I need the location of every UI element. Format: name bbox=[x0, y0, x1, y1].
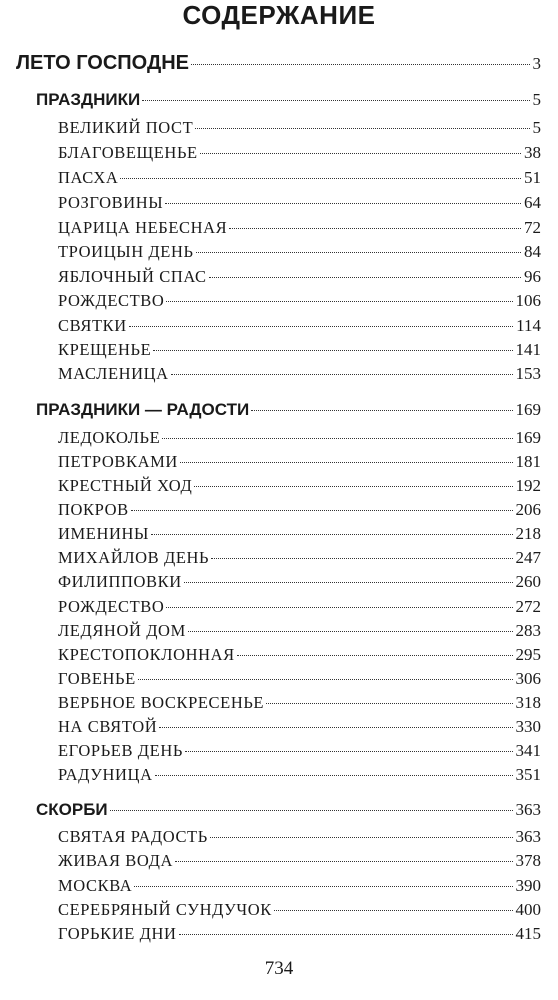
dot-leader bbox=[274, 910, 513, 911]
toc-entry-page: 415 bbox=[515, 924, 541, 943]
dot-leader bbox=[129, 326, 513, 327]
dot-leader bbox=[138, 679, 513, 680]
toc-entry-page: 5 bbox=[532, 90, 541, 109]
toc-entry-page: 260 bbox=[515, 572, 541, 591]
toc-entry-page: 378 bbox=[515, 851, 541, 870]
toc-entry-title: МИХАЙЛОВ ДЕНЬ bbox=[58, 548, 210, 567]
toc-entry bbox=[58, 851, 541, 871]
dot-leader bbox=[185, 751, 513, 752]
toc-entry-page: 247 bbox=[515, 548, 541, 567]
toc-entry-title: СВЯТКИ bbox=[58, 316, 127, 335]
toc-entry-title: ГОРЬКИЕ ДНИ bbox=[58, 924, 177, 943]
toc-entry-page: 181 bbox=[515, 452, 541, 471]
toc-entry-title: ВЕРБНОЕ ВОСКРЕСЕНЬЕ bbox=[58, 693, 265, 712]
toc-entry bbox=[58, 242, 541, 262]
dot-leader bbox=[110, 810, 513, 811]
toc-entry-page: 363 bbox=[515, 800, 541, 819]
toc-section-heading bbox=[36, 90, 541, 110]
toc-entry-title: ЦАРИЦА НЕБЕСНАЯ bbox=[58, 218, 228, 237]
dot-leader bbox=[151, 534, 512, 535]
toc-entry-title: НА СВЯТОЙ bbox=[58, 717, 158, 736]
dot-leader bbox=[120, 178, 521, 179]
toc-entry-title: МАСЛЕНИЦА bbox=[58, 364, 169, 383]
toc-entry-page: 400 bbox=[515, 900, 541, 919]
toc-entry-page: 341 bbox=[515, 741, 541, 760]
toc-entry-page: 283 bbox=[515, 621, 541, 640]
toc-entry-title: ФИЛИППОВКИ bbox=[58, 572, 182, 591]
toc-entry bbox=[58, 476, 541, 496]
toc-entry-page: 84 bbox=[524, 242, 541, 261]
dot-leader bbox=[229, 228, 521, 229]
toc-entry bbox=[58, 924, 541, 944]
dot-leader bbox=[166, 301, 512, 302]
dot-leader bbox=[194, 486, 512, 487]
dot-leader bbox=[155, 775, 513, 776]
toc-entry-title: РОЗГОВИНЫ bbox=[58, 193, 164, 212]
dot-leader bbox=[166, 607, 512, 608]
toc-entry-page: 169 bbox=[515, 428, 541, 447]
toc-entry-title: ЕГОРЬЕВ ДЕНЬ bbox=[58, 741, 183, 760]
dot-leader bbox=[237, 655, 513, 656]
dot-leader bbox=[142, 100, 529, 101]
toc-entry bbox=[58, 876, 541, 896]
toc-entry-page: 318 bbox=[515, 693, 541, 712]
dot-leader bbox=[180, 462, 513, 463]
toc-entry bbox=[58, 267, 541, 287]
toc-entry-title: КРЕЩЕНЬЕ bbox=[58, 340, 152, 359]
dot-leader bbox=[195, 128, 529, 129]
dot-leader bbox=[209, 277, 521, 278]
toc-entry-title: ПОКРОВ bbox=[58, 500, 129, 519]
toc-entry bbox=[58, 452, 541, 472]
toc-entry-page: 272 bbox=[515, 597, 541, 616]
dot-leader bbox=[266, 703, 512, 704]
toc-entry-page: 38 bbox=[524, 143, 541, 162]
dot-leader bbox=[134, 886, 512, 887]
toc-entry bbox=[58, 548, 541, 568]
toc-entry-page: 295 bbox=[515, 645, 541, 664]
toc-section-heading bbox=[16, 52, 541, 75]
toc-entry-page: 72 bbox=[524, 218, 541, 237]
toc-entry-page: 106 bbox=[515, 291, 541, 310]
toc-entry bbox=[58, 291, 541, 311]
dot-leader bbox=[162, 438, 512, 439]
toc-entry bbox=[58, 118, 541, 138]
dot-leader bbox=[210, 837, 513, 838]
toc-entry bbox=[58, 900, 541, 920]
toc-entry-title: ПРАЗДНИКИ bbox=[36, 90, 141, 109]
toc-entry-page: 192 bbox=[515, 476, 541, 495]
dot-leader bbox=[179, 934, 513, 935]
toc-entry bbox=[58, 218, 541, 238]
toc-entry bbox=[58, 621, 541, 641]
toc-entry-title: ЯБЛОЧНЫЙ СПАС bbox=[58, 267, 207, 286]
dot-leader bbox=[211, 558, 512, 559]
toc-entry-page: 51 bbox=[524, 168, 541, 187]
toc-entry-title: РОЖДЕСТВО bbox=[58, 291, 165, 310]
toc-entry bbox=[58, 500, 541, 520]
dot-leader bbox=[196, 252, 521, 253]
toc-section-heading bbox=[36, 400, 541, 420]
toc-entry-title: КРЕСТНЫЙ ХОД bbox=[58, 476, 193, 495]
toc-entry-title: СВЯТАЯ РАДОСТЬ bbox=[58, 827, 208, 846]
toc-entry-title: ИМЕНИНЫ bbox=[58, 524, 150, 543]
dot-leader bbox=[251, 410, 512, 411]
toc-section-heading bbox=[36, 800, 541, 820]
dot-leader bbox=[188, 631, 513, 632]
toc-entry-page: 3 bbox=[532, 54, 541, 73]
toc-entry-page: 114 bbox=[516, 316, 541, 335]
toc-entry bbox=[58, 572, 541, 592]
toc-entry-page: 96 bbox=[524, 267, 541, 286]
toc-entry-title: ПАСХА bbox=[58, 168, 119, 187]
toc-entry bbox=[58, 645, 541, 665]
dot-leader bbox=[131, 510, 513, 511]
dot-leader bbox=[184, 582, 513, 583]
dot-leader bbox=[159, 727, 512, 728]
toc-entry bbox=[58, 428, 541, 448]
toc-entry-title: ЛЕТО ГОСПОДНЕ bbox=[16, 52, 189, 74]
toc-entry bbox=[58, 693, 541, 713]
toc-entry bbox=[58, 340, 541, 360]
toc-entry-page: 306 bbox=[515, 669, 541, 688]
toc-entry-title: РАДУНИЦА bbox=[58, 765, 153, 784]
toc-entry bbox=[58, 717, 541, 737]
toc-entry-page: 64 bbox=[524, 193, 541, 212]
dot-leader bbox=[153, 350, 512, 351]
toc-entry-page: 390 bbox=[515, 876, 541, 895]
toc-entry bbox=[58, 524, 541, 544]
toc-entry bbox=[58, 741, 541, 761]
toc-entry-title: ПЕТРОВКАМИ bbox=[58, 452, 178, 471]
toc-entry-title: РОЖДЕСТВО bbox=[58, 597, 165, 616]
toc-entry-title: КРЕСТОПОКЛОННАЯ bbox=[58, 645, 235, 664]
toc-entry-page: 330 bbox=[515, 717, 541, 736]
toc-entry bbox=[58, 765, 541, 785]
dot-leader bbox=[200, 153, 521, 154]
toc-entry-page: 206 bbox=[515, 500, 541, 519]
toc-entry bbox=[58, 316, 541, 336]
toc-entry bbox=[58, 597, 541, 617]
dot-leader bbox=[171, 374, 513, 375]
toc-entry-title: МОСКВА bbox=[58, 876, 133, 895]
page-number: 734 bbox=[264, 958, 294, 979]
toc-entry-title: ЛЕДОКОЛЬЕ bbox=[58, 428, 161, 447]
toc-entry-title: ГОВЕНЬЕ bbox=[58, 669, 136, 688]
toc-entry-title: ПРАЗДНИКИ — РАДОСТИ bbox=[36, 400, 250, 419]
toc-entry-title: ВЕЛИКИЙ ПОСТ bbox=[58, 118, 194, 137]
toc-entry bbox=[58, 143, 541, 163]
toc-entry-page: 169 bbox=[515, 400, 541, 419]
toc-entry-title: ЛЕДЯНОЙ ДОМ bbox=[58, 621, 186, 640]
dot-leader bbox=[191, 64, 530, 65]
toc-entry-title: БЛАГОВЕЩЕНЬЕ bbox=[58, 143, 198, 162]
toc-entry bbox=[58, 364, 541, 384]
toc-entry bbox=[58, 168, 541, 188]
toc-entry bbox=[58, 827, 541, 847]
dot-leader bbox=[175, 861, 513, 862]
toc-entry bbox=[58, 193, 541, 213]
dot-leader bbox=[165, 203, 521, 204]
page-title: СОДЕРЖАНИЕ bbox=[182, 0, 376, 30]
toc-entry bbox=[58, 669, 541, 689]
toc-entry-title: ЖИВАЯ ВОДА bbox=[58, 851, 173, 870]
toc-entry-title: СЕРЕБРЯНЫЙ СУНДУЧОК bbox=[58, 900, 272, 919]
toc-entry-page: 5 bbox=[532, 118, 541, 137]
toc-entry-page: 218 bbox=[515, 524, 541, 543]
toc-entry-page: 363 bbox=[515, 827, 541, 846]
toc-entry-title: ТРОИЦЫН ДЕНЬ bbox=[58, 242, 194, 261]
toc-entry-title: СКОРБИ bbox=[36, 800, 108, 819]
toc-entry-page: 153 bbox=[515, 364, 541, 383]
toc-entry-page: 351 bbox=[515, 765, 541, 784]
toc-entry-page: 141 bbox=[515, 340, 541, 359]
